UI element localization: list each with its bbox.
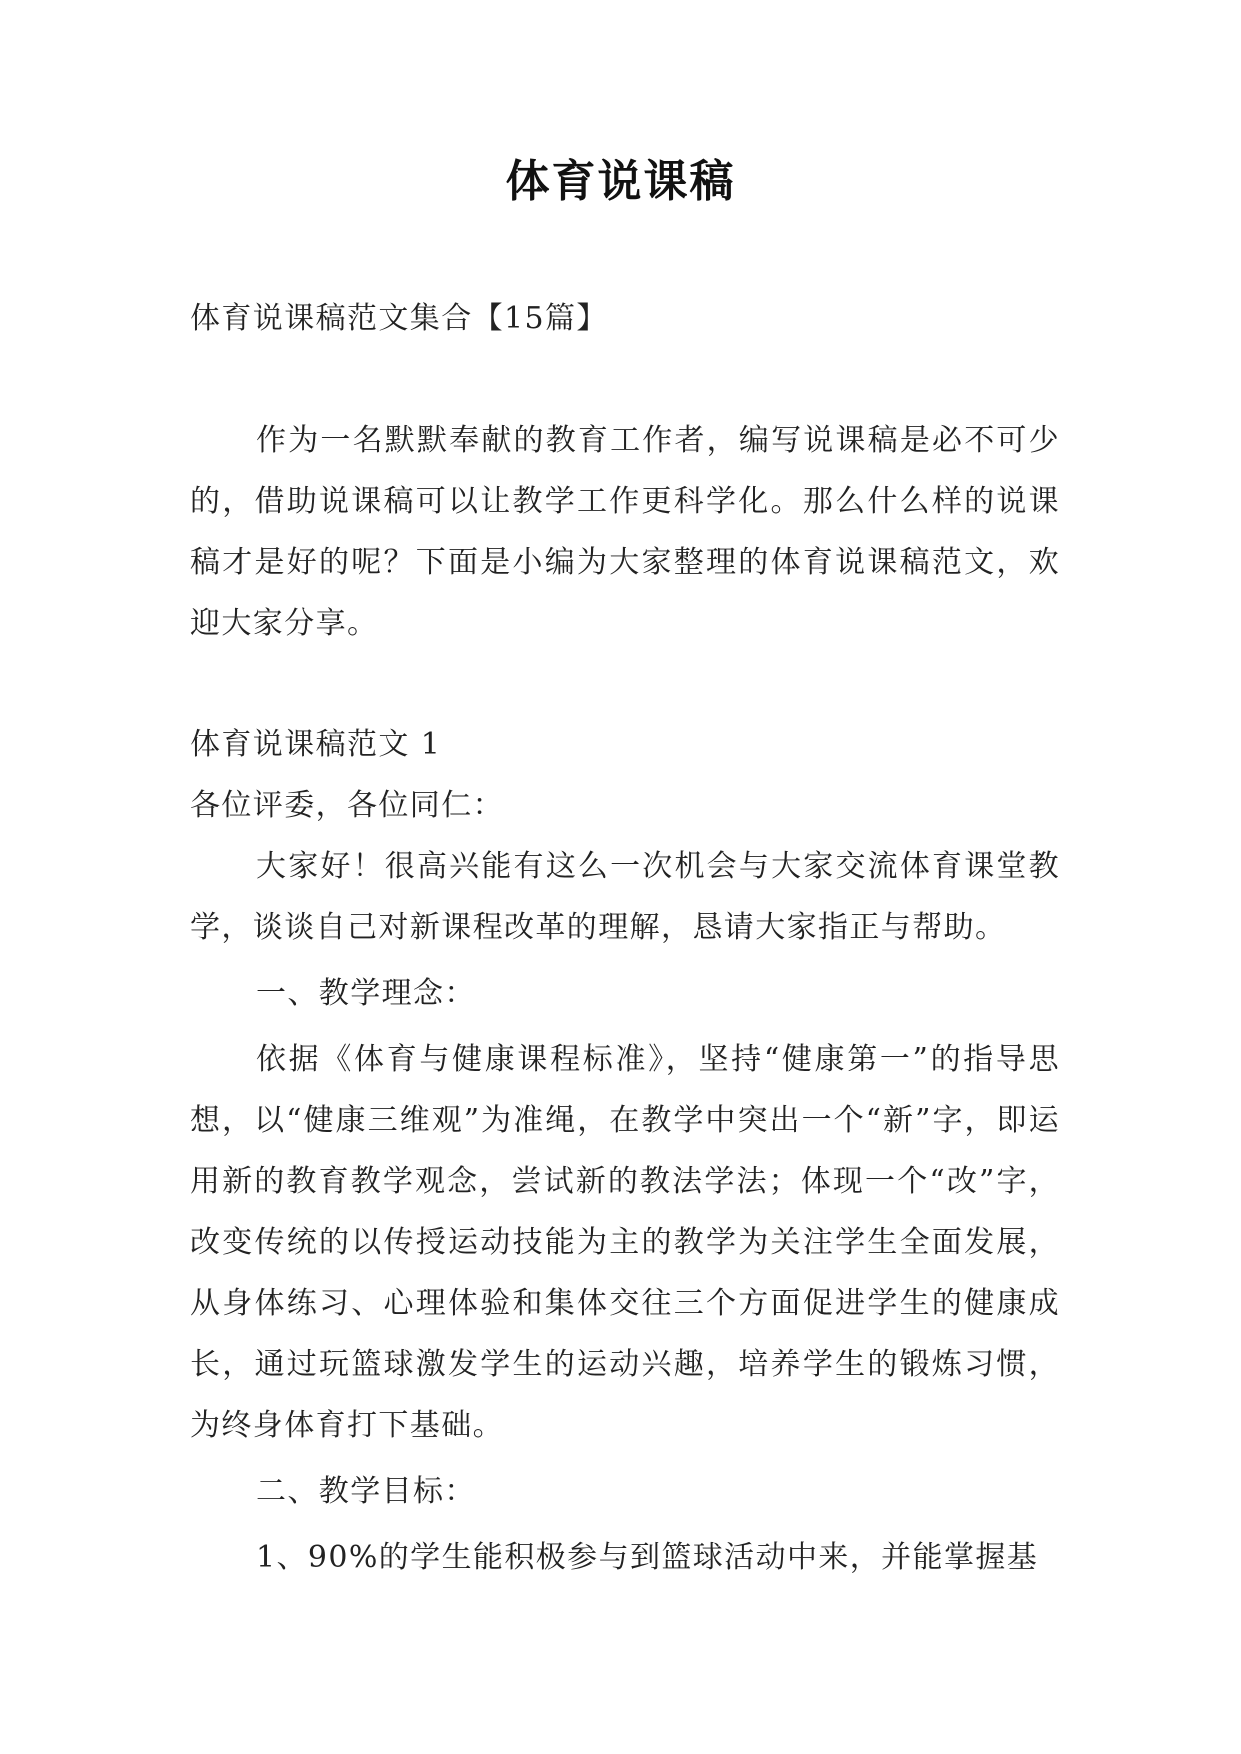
intro-paragraph: 作为一名默默奉献的教育工作者，编写说课稿是必不可少的，借助说课稿可以让教学工作更科学化。那么什么样的说课稿才是好的呢？下面是小编为大家整理的体育说课稿范文，欢迎大家分享。 xyxy=(190,423,1060,641)
body-paragraph: 1、90%的学生能积极参与到篮球活动中来，并能掌握基 xyxy=(256,1540,1039,1575)
heading-teaching-goals: 二、教学目标： xyxy=(256,1474,476,1509)
document-subtitle: 体育说课稿范文集合【15篇】 xyxy=(190,301,608,336)
heading-teaching-philosophy: 一、教学理念： xyxy=(256,976,476,1011)
document-title: 体育说课稿 xyxy=(505,156,736,207)
body-paragraph: 大家好！很高兴能有这么一次机会与大家交流体育课堂教学，谈谈自己对新课程改革的理解，恳请大家指正与帮助。 xyxy=(190,849,1060,945)
section-heading: 体育说课稿范文 1 xyxy=(190,727,442,762)
body-paragraph: 依据《体育与健康课程标准》，坚持“健康第一”的指导思想，以“健康三维观”为准绳，在教学中突出一个“新”字，即运用新的教育教学观念，尝试新的教法学法；体现一个“改”字，改变传统的以传授运动技能为主的教学为关注学生全面发展，从身体练习、心理体验和集体交往三个方面促进学生的健康成长，通过玩篮球激发学生的运动兴趣，培养学生的锻炼习惯，为终身体育打下基础。 xyxy=(190,1042,1060,1443)
greeting-line: 各位评委，各位同仁： xyxy=(190,788,504,823)
document-body xyxy=(190,288,1060,1588)
